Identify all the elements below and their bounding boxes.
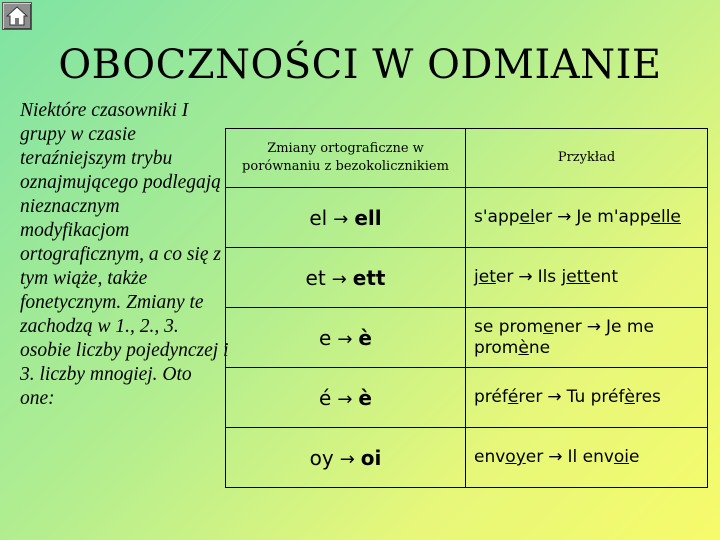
example-text: er xyxy=(534,207,553,227)
table-row xyxy=(226,368,708,428)
arrow-icon: → xyxy=(339,448,355,470)
arrow-icon: → xyxy=(331,268,347,290)
arrow-icon: → xyxy=(337,328,353,350)
rule-from: oy xyxy=(309,445,334,470)
table-row xyxy=(226,428,708,488)
header-row xyxy=(226,129,708,188)
rule-from: el xyxy=(309,205,328,230)
example-text: ent xyxy=(590,267,618,287)
example-text: ner xyxy=(553,316,582,337)
rule-to: è xyxy=(358,385,372,410)
rule-to: è xyxy=(358,325,372,350)
example-text: s'app xyxy=(474,207,520,227)
example-text: préf xyxy=(474,387,508,407)
changed-letters: è xyxy=(518,337,529,358)
changed-letters: oy xyxy=(505,447,526,467)
rule-to: ell xyxy=(354,205,382,230)
changed-letters: e xyxy=(543,316,554,337)
arrow-icon: → xyxy=(337,388,353,410)
arrow-icon: → xyxy=(547,387,562,407)
example-text: res xyxy=(634,387,661,407)
example-text: e xyxy=(629,447,640,467)
rule-cell xyxy=(226,428,466,488)
example-text: Ils j xyxy=(537,267,567,287)
example-text: Il env xyxy=(567,447,614,467)
rule-cell xyxy=(226,308,466,368)
changed-letters: oi xyxy=(613,447,630,467)
rule-to: ett xyxy=(352,265,386,290)
example-text: Je me prom xyxy=(474,316,654,358)
example-cell xyxy=(466,308,708,368)
changed-letters: elle xyxy=(650,207,681,227)
home-icon xyxy=(6,5,28,27)
rule-to: oi xyxy=(360,445,382,470)
changed-letters: è xyxy=(624,387,635,407)
example-cell xyxy=(466,368,708,428)
rule-cell xyxy=(226,188,466,248)
page-title: OBOCZNOŚCI W ODMIANIE xyxy=(58,42,662,88)
arrow-icon: → xyxy=(557,207,572,227)
arrow-icon: → xyxy=(548,447,563,467)
example-text: j xyxy=(474,267,479,287)
table-row xyxy=(226,188,708,248)
spelling-changes-table xyxy=(225,128,708,488)
example-cell xyxy=(466,428,708,488)
rule-cell xyxy=(226,248,466,308)
example-text: Je m'app xyxy=(576,207,651,227)
header-changes: Zmiany ortograficzne w porównaniu z bezokolicznikiem xyxy=(226,129,466,188)
changed-letters: ett xyxy=(566,267,591,287)
intro-text: Niektóre czasowniki I grupy w czasie teraźniejszym trybu oznajmującego podlegają nieznacznym modyfikacjom ortograficznym, a co się z tym wiąże, także fonetycznym. Zmiany te zachodzą w 1., 2., 3. osobie liczby pojedynczej i 3. liczby mnogiej. Oto one: xyxy=(20,100,229,409)
example-text: er xyxy=(495,267,514,287)
example-text: se prom xyxy=(474,316,544,337)
example-text: Tu préf xyxy=(566,387,625,407)
rule-from: e xyxy=(319,325,332,350)
example-text: rer xyxy=(518,387,543,407)
changed-letters: el xyxy=(519,207,535,227)
changed-letters: et xyxy=(478,267,496,287)
header-example: Przykład xyxy=(466,129,708,188)
example-cell xyxy=(466,248,708,308)
table-row xyxy=(226,308,708,368)
example-cell xyxy=(466,188,708,248)
arrow-icon: → xyxy=(333,208,349,230)
rule-cell xyxy=(226,368,466,428)
rule-from: et xyxy=(305,265,326,290)
changed-letters: é xyxy=(507,387,519,407)
example-text: env xyxy=(474,447,506,467)
rule-from: é xyxy=(319,385,332,410)
home-button[interactable] xyxy=(2,2,32,30)
example-text: ne xyxy=(528,337,551,358)
table-row xyxy=(226,248,708,308)
example-text: er xyxy=(525,447,544,467)
arrow-icon: → xyxy=(518,267,533,287)
arrow-icon: → xyxy=(586,316,602,337)
